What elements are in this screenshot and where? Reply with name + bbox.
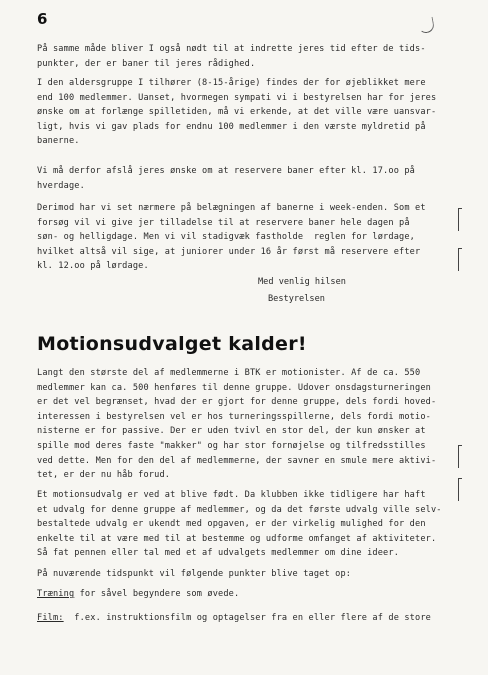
paragraph xyxy=(37,567,457,582)
page-number: 6 xyxy=(37,10,48,28)
text-line: ved dette. Men for den del af medlemmerne, der savner en smule mere aktivi- xyxy=(37,455,437,466)
text-line: På nuværende tidspunkt vil følgende punkter blive taget op: xyxy=(37,569,352,579)
text-line: På samme måde bliver I også nødt til at indrette jeres tid efter de tids- xyxy=(37,44,426,54)
text-line: Derimod har vi set nærmere på belægningen af banerne i week-enden. Som et xyxy=(37,203,426,213)
paragraph xyxy=(37,201,457,274)
text-line: Langt den største del af medlemmerne i BTK er motionister. Af de ca. 550 xyxy=(37,368,421,378)
margin-bracket-mark xyxy=(458,208,462,231)
margin-bracket-mark xyxy=(458,445,462,468)
text-line: ligt, hvis vi gav plads for endnu 100 medlemmer i den værste myldretid på xyxy=(37,121,426,132)
hole-punch-mark xyxy=(417,17,435,35)
text-line: forsøg vil vi give jer tilladelse til at reservere baner hele dagen på xyxy=(37,217,410,228)
margin-bracket-mark xyxy=(458,478,462,501)
list-item xyxy=(37,611,457,626)
text-line: ønske om at forlænge spilletiden, må vi erkende, at det ville være uansvar- xyxy=(37,107,437,118)
text-line: end 100 medlemmer. Uanset, hvormegen sympati vi i bestyrelsen har for jeres xyxy=(37,92,437,103)
margin-bracket-mark xyxy=(458,248,462,271)
text-line: bestaltede udvalg er ukendt med opgaven, er der virkelig mulighed for den xyxy=(37,519,426,530)
text-line: interessen i bestyrelsen vel er hos turneringsspillerne, dels fordi motio- xyxy=(37,411,431,422)
paragraph xyxy=(37,76,457,149)
signature-name: Bestyrelsen xyxy=(268,294,325,304)
text-line: Vi må derfor afslå jeres ønske om at reservere baner efter kl. 17.oo på xyxy=(37,166,415,176)
paragraph xyxy=(37,488,457,561)
section-heading: Motionsudvalget kalder! xyxy=(37,333,307,355)
list-item xyxy=(37,587,457,602)
text-line: hverdage. xyxy=(37,180,85,191)
text-line: tet, er der nu håb forud. xyxy=(37,470,171,481)
text-line: søn- og helligdage. Men vi vil stadigvæk fastholde reglen for lørdage, xyxy=(37,232,415,243)
list-term: Film: xyxy=(37,613,64,623)
text-line: nisterne er for passive. Der er uden tvivl en stor del, der kun ønsker at xyxy=(37,426,426,437)
text-line: enkelte til at være med til at bestemme og udforme omfanget af aktiviteter. xyxy=(37,533,437,544)
text-line: kl. 12.oo på lørdage. xyxy=(37,261,149,272)
list-text: for såvel begyndere som øvede. xyxy=(74,589,240,599)
text-line: hvilket altså vil sige, at juniorer under 16 år først må reservere efter xyxy=(37,246,421,257)
paragraph xyxy=(37,164,457,193)
paragraph xyxy=(37,366,457,483)
text-line: punkter, der er baner til jeres rådighed. xyxy=(37,58,256,69)
text-line: spille mod deres faste "makker" og har stor fornøjelse og tilfredsstilles xyxy=(37,440,426,451)
text-line: Så fat pennen eller tal med et af udvalgets medlemmer om dine ideer. xyxy=(37,548,400,559)
text-line: medlemmer kan ca. 500 henføres til denne gruppe. Udover onsdagsturneringen xyxy=(37,382,431,393)
list-text: f.ex. instruktionsfilm og optagelser fra en eller flere af de store xyxy=(63,613,431,623)
text-line: banerne. xyxy=(37,136,80,147)
signature-closing: Med venlig hilsen xyxy=(258,277,346,287)
text-line: et udvalg for denne gruppe af medlemmer, og da det første udvalg ville selv- xyxy=(37,504,442,515)
text-line: er det vel begrænset, hvad der er gjort for denne gruppe, dels fordi hoved- xyxy=(37,397,437,408)
text-line: Et motionsudvalg er ved at blive født. Da klubben ikke tidligere har haft xyxy=(37,490,426,500)
list-term: Træning xyxy=(37,589,75,599)
paragraph xyxy=(37,42,457,71)
text-line: I den aldersgruppe I tilhører (8-15-årige) findes der for øjeblikket mere xyxy=(37,78,426,88)
